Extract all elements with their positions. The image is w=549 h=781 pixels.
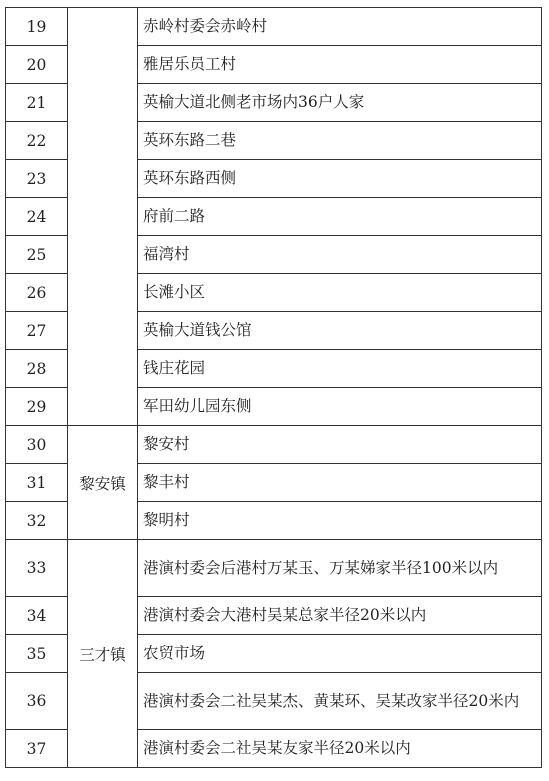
row-number: 23 xyxy=(6,160,68,198)
location-cell: 黎明村 xyxy=(138,502,542,540)
location-cell: 英环东路西侧 xyxy=(138,160,542,198)
table-row xyxy=(6,426,542,464)
row-number: 21 xyxy=(6,84,68,122)
location-cell: 港演村委会二社吴某杰、黄某环、吴某改家半径20米内 xyxy=(138,673,542,730)
location-cell: 雅居乐员工村 xyxy=(138,46,542,84)
row-number: 37 xyxy=(6,730,68,768)
row-number: 27 xyxy=(6,312,68,350)
row-number: 35 xyxy=(6,635,68,673)
location-cell: 黎安村 xyxy=(138,426,542,464)
location-cell: 英榆大道北侧老市场内36户人家 xyxy=(138,84,542,122)
town-name-lian: 黎安镇 xyxy=(68,426,138,540)
row-number: 36 xyxy=(6,673,68,730)
row-number: 22 xyxy=(6,122,68,160)
row-number: 34 xyxy=(6,597,68,635)
town-cell-blank xyxy=(68,8,138,426)
location-cell: 长滩小区 xyxy=(138,274,542,312)
table-row xyxy=(6,8,542,46)
location-cell: 农贸市场 xyxy=(138,635,542,673)
location-cell: 港演村委会二社吴某友家半径20米以内 xyxy=(138,730,542,768)
row-number: 24 xyxy=(6,198,68,236)
location-cell: 军田幼儿园东侧 xyxy=(138,388,542,426)
row-number: 20 xyxy=(6,46,68,84)
location-cell: 英榆大道钱公馆 xyxy=(138,312,542,350)
row-number: 33 xyxy=(6,540,68,597)
row-number: 31 xyxy=(6,464,68,502)
location-cell: 赤岭村委会赤岭村 xyxy=(138,8,542,46)
location-cell: 府前二路 xyxy=(138,198,542,236)
row-number: 25 xyxy=(6,236,68,274)
location-table xyxy=(5,7,542,768)
row-number: 19 xyxy=(6,8,68,46)
location-cell: 钱庄花园 xyxy=(138,350,542,388)
location-cell: 英环东路二巷 xyxy=(138,122,542,160)
location-cell: 福湾村 xyxy=(138,236,542,274)
town-name-sancai: 三才镇 xyxy=(68,540,138,768)
location-cell: 黎丰村 xyxy=(138,464,542,502)
row-number: 28 xyxy=(6,350,68,388)
row-number: 26 xyxy=(6,274,68,312)
location-cell: 港演村委会大港村吴某总家半径20米以内 xyxy=(138,597,542,635)
row-number: 30 xyxy=(6,426,68,464)
row-number: 32 xyxy=(6,502,68,540)
table-row xyxy=(6,540,542,597)
row-number: 29 xyxy=(6,388,68,426)
location-cell: 港演村委会后港村万某玉、万某娣家半径100米以内 xyxy=(138,540,542,597)
